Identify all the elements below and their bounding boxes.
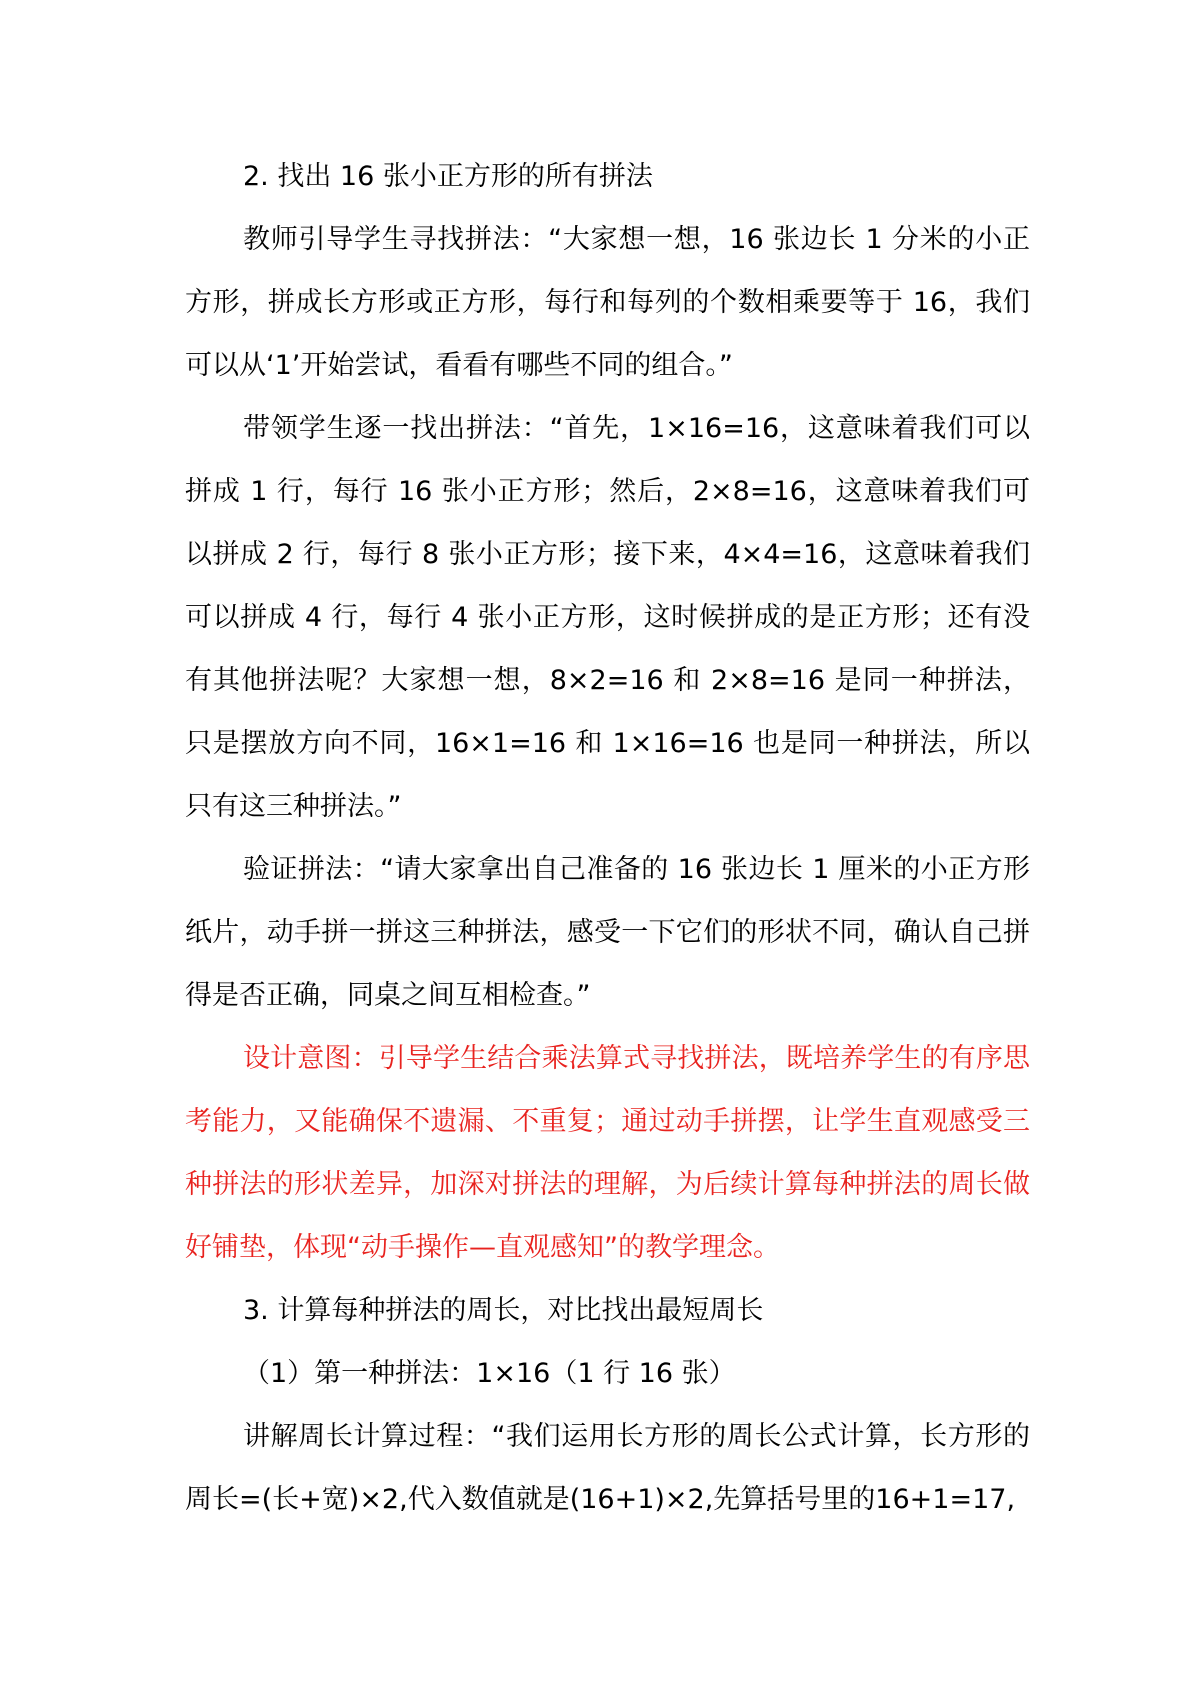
paragraph-verify: 验证拼法：“请大家拿出自己准备的 16 张边长 1 厘米的小正方形纸片，动手拼一拼这三种拼法，感受一下它们的形状不同，确认自己拼得是否正确，同桌之间互相检查。” [185,854,1030,1011]
paragraph-explain-perimeter: 讲解周长计算过程：“我们运用长方形的周长公式计算，长方形的周长=(长+宽)×2,代入数值就是(16+1)×2,先算括号里的16+1=17, [185,1421,1030,1515]
paragraph-lead-students: 带领学生逐一找出拼法：“首先，1×16=16，这意味着我们可以拼成 1 行，每行 16 张小正方形；然后，2×8=16，这意味着我们可以拼成 2 行，每行 8 张小正方形；接下来，4×4=16，这意味着我们可以拼成 4 行，每行 4 张小正方形，这时候拼成的是正方形；还有没有其他拼法呢？大家想一想，8×2=16 和 2×8=16 是同一种拼法，只是摆放方向不同，16×1=16 和 1×16=16 也是同一种拼法，所以只有这三种拼法。” [185,413,1030,822]
paragraph-teacher-guide: 教师引导学生寻找拼法：“大家想一想，16 张边长 1 分米的小正方形，拼成长方形或正方形，每行和每列的个数相乘要等于 16，我们可以从‘1’开始尝试，看看有哪些不同的组合。” [185,224,1030,381]
document-page [185,145,1030,1531]
section-heading-3: 3. 计算每种拼法的周长，对比找出最短周长 [243,1295,764,1326]
subheading-first-arrangement: （1）第一种拼法：1×16（1 行 16 张） [243,1358,736,1389]
section-heading-2: 2. 找出 16 张小正方形的所有拼法 [243,161,653,192]
paragraph-design-intent: 设计意图：引导学生结合乘法算式寻找拼法，既培养学生的有序思考能力，又能确保不遗漏、不重复；通过动手拼摆，让学生直观感受三种拼法的形状差异，加深对拼法的理解，为后续计算每种拼法的周长做好铺垫，体现“动手操作—直观感知”的教学理念。 [185,1043,1030,1263]
